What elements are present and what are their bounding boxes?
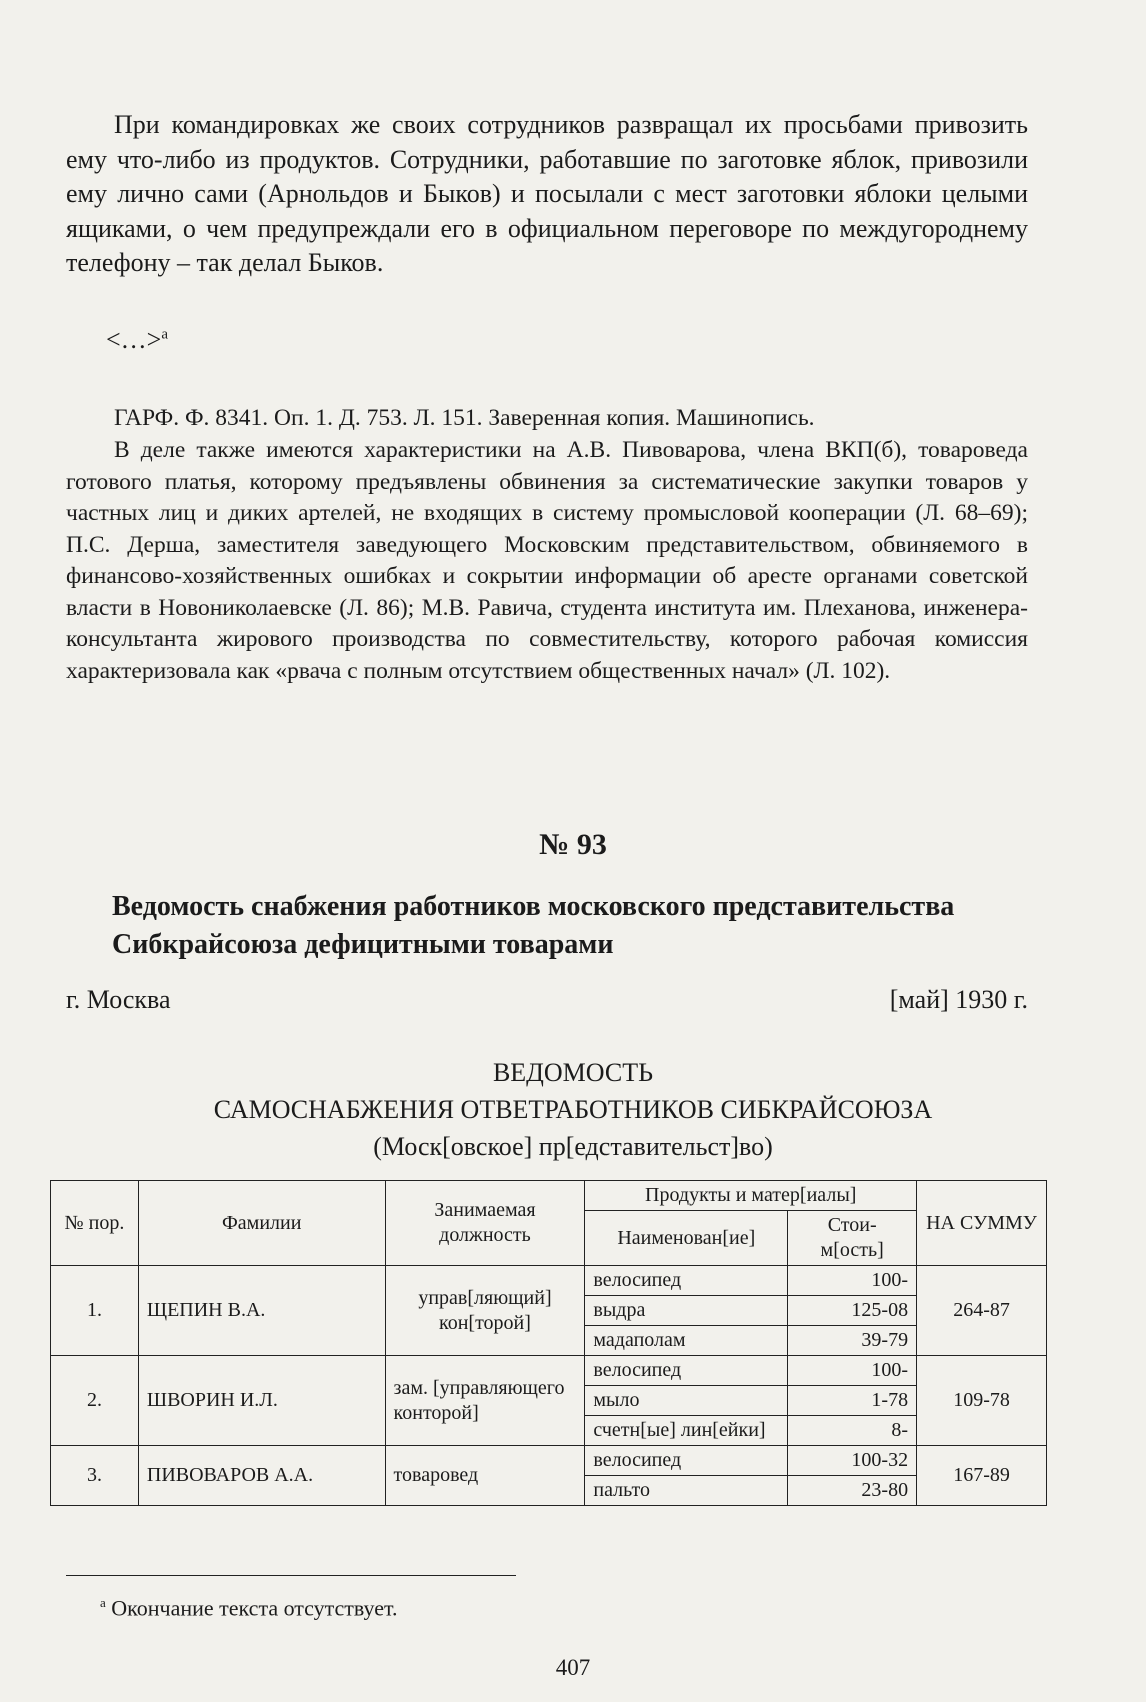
row-no: 3. [51,1446,139,1506]
supply-table [50,1180,1047,1506]
ellipsis-text: <…> [106,325,162,354]
statement-heading-org: (Моск[овское] пр[едставительст]во) [373,1132,773,1161]
col-header-products: Продукты и матер[иалы] [585,1181,917,1211]
row-no: 2. [51,1356,139,1446]
row-total: 109-78 [917,1356,1047,1446]
item-cost: 39-79 [788,1326,917,1356]
item-cost: 100-32 [788,1446,917,1476]
item-name: мыло [585,1386,788,1416]
footnote-mark: а [100,1595,106,1610]
col-header-item-name: Наименован[ие] [585,1211,788,1266]
row-name: ПИВОВАРОВ А.А. [138,1446,385,1506]
footnote-ref-a: а [161,326,168,343]
row-position: зам. [управляющего конторой] [385,1356,585,1446]
item-name: мадаполам [585,1326,788,1356]
item-cost: 100- [788,1356,917,1386]
row-total: 167-89 [917,1446,1047,1506]
table-header-row [51,1181,1047,1211]
table-row [51,1356,1047,1386]
row-no: 1. [51,1266,139,1356]
item-cost: 100- [788,1266,917,1296]
page-number: 407 [555,1655,591,1680]
omission-mark [106,325,168,355]
table-row [51,1446,1047,1476]
col-header-total: НА СУММУ [917,1181,1047,1266]
row-name: ЩЕПИН В.А. [138,1266,385,1356]
item-name: велосипед [585,1266,788,1296]
archive-source: ГАРФ. Ф. 8341. Оп. 1. Д. 753. Л. 151. Заверенная копия. Машинопись. [114,405,815,431]
row-position: товаровед [385,1446,585,1506]
item-name: выдра [585,1296,788,1326]
document-number: № 93 [539,828,607,861]
col-header-surnames: Фамилии [138,1181,385,1266]
document-title: Ведомость снабжения работников московского представительства Сибкрайсоюза дефицитными товарами [112,891,955,960]
statement-heading-subtitle: САМОСНАБЖЕНИЯ ОТВЕТРАБОТНИКОВ СИБКРАЙСОЮЗА [213,1095,933,1124]
col-header-no: № пор. [51,1181,139,1266]
table-row [51,1266,1047,1296]
item-name: велосипед [585,1446,788,1476]
item-cost: 8- [788,1416,917,1446]
document-place: г. Москва [66,985,171,1014]
footnote [100,1595,398,1621]
document-date: [май] 1930 г. [889,985,1028,1014]
footnote-text: Окончание текста отсутствует. [111,1595,398,1621]
item-cost: 23-80 [788,1476,917,1506]
col-header-position: Занимаемая должность [385,1181,585,1266]
item-name: велосипед [585,1356,788,1386]
row-name: ШВОРИН И.Л. [138,1356,385,1446]
item-cost: 125-08 [788,1296,917,1326]
row-position: управ[ляющий] кон[торой] [385,1266,585,1356]
letter-text-paragraph: При командировках же своих сотрудников развращал их просьбами привозить ему что-либо из продуктов. Сотрудники, работавшие по заготовке яблок, привозили ему лично сами (Арнольдов и Быков) и посылали с мест заготовки яблоки целыми ящиками, о чем предупреждали его в официальном переговоре по междугороднему телефону – так делал Быков. [66,110,1028,277]
col-header-item-cost: Стои-м[ость] [788,1211,917,1266]
item-cost: 1-78 [788,1386,917,1416]
row-total: 264-87 [917,1266,1047,1356]
editorial-commentary: В деле также имеются характеристики на А.В. Пивоварова, члена ВКП(б), товароведа готового платья, которому предъявлены обвинения за систематические закупки товаров у частных лиц и диких артелей, не входящих в систему промысловой кооперации (Л. 68–69); П.С. Дерша, заместителя заведующего Московским представительством, обвиняемого в финансово-хозяйственных ошибках и сокрытии информации об аресте органами советской власти в Новониколаевске (Л. 86); М.В. Равича, студента института им. Плеханова, инженера-консультанта жирового производства по совместительству, которого рабочая комиссия характеризовала как «рвача с полным отсутствием общественных начал» (Л. 102). [66,437,1028,684]
footnote-divider [66,1575,516,1576]
item-name: пальто [585,1476,788,1506]
statement-heading-title: ВЕДОМОСТЬ [492,1058,654,1087]
item-name: счетн[ые] лин[ейки] [585,1416,788,1446]
